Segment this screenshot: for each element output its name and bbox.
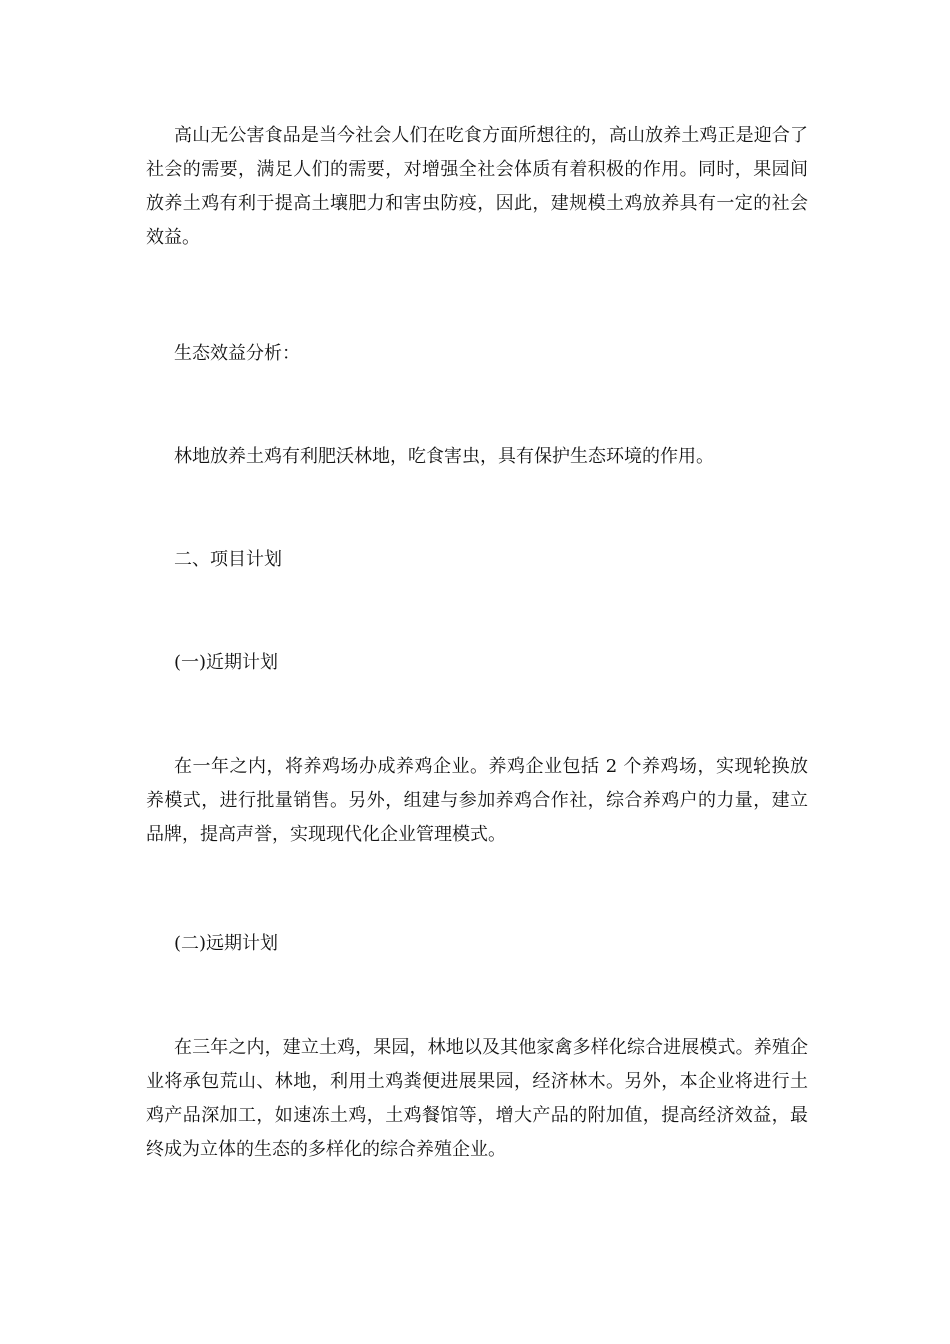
heading-ecological-benefit: 生态效益分析： (174, 343, 300, 364)
paragraph-short-term-plan: 在一年之内，将养鸡场办成养鸡企业。养鸡企业包括 2 个养鸡场，实现轮换放养模式，进行批量销售。另外，组建与参加养鸡合作社，综合养鸡户的力量，建立品牌，提高声誉，实现现代化企业管理模式。 (146, 756, 808, 845)
paragraph-social-benefit: 高山无公害食品是当今社会人们在吃食方面所想往的，高山放养土鸡正是迎合了社会的需要，满足人们的需要，对增强全社会体质有着积极的作用。同时，果园间放养土鸡有利于提高土壤肥力和害虫防疫，因此，建规模土鸡放养具有一定的社会效益。 (146, 125, 808, 248)
heading-project-plan: 二、项目计划 (174, 549, 282, 570)
paragraph-ecological-benefit: 林地放养土鸡有利肥沃林地，吃食害虫，具有保护生态环境的作用。 (174, 446, 714, 467)
paragraph-long-term-plan: 在三年之内，建立土鸡，果园，林地以及其他家禽多样化综合进展模式。养殖企业将承包荒山、林地，利用土鸡粪便进展果园，经济林木。另外，本企业将进行土鸡产品深加工，如速冻土鸡，土鸡餐馆等，增大产品的附加值，提高经济效益，最终成为立体的生态的多样化的综合养殖企业。 (146, 1037, 808, 1160)
heading-short-term-plan: (一)近期计划 (174, 652, 279, 673)
heading-long-term-plan: (二)远期计划 (174, 933, 279, 954)
